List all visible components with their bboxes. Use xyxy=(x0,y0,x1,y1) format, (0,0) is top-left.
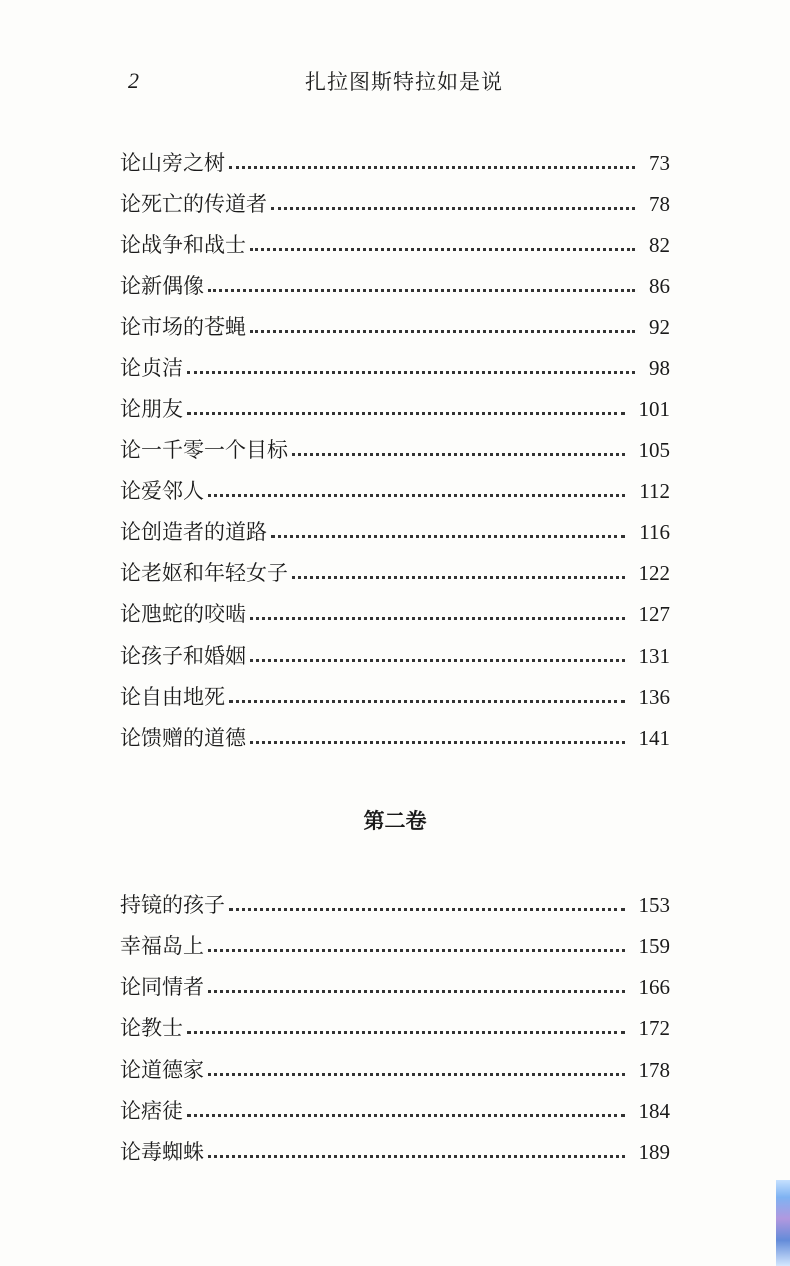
dot-leader xyxy=(271,207,635,210)
toc-entry-page: 105 xyxy=(638,438,670,462)
toc-entry xyxy=(120,718,670,752)
toc-entry-page: 159 xyxy=(638,934,670,958)
dot-leader xyxy=(292,453,625,456)
toc-entry-page: 166 xyxy=(638,975,670,999)
toc-entry-title: 论馈赠的道德 xyxy=(120,726,246,750)
dot-leader xyxy=(208,1073,625,1076)
toc-entry xyxy=(120,307,670,341)
toc-entry-title: 论山旁之树 xyxy=(120,151,225,175)
toc-entry xyxy=(120,1091,670,1125)
toc-entry xyxy=(120,266,670,300)
toc-entry-title: 论痞徒 xyxy=(120,1099,183,1123)
toc-entry-title: 论教士 xyxy=(120,1016,183,1040)
toc-entry-title: 论虺蛇的咬啮 xyxy=(120,602,246,626)
dot-leader xyxy=(208,949,625,952)
toc-entry-page: 189 xyxy=(638,1140,670,1164)
dot-leader xyxy=(250,741,625,744)
dot-leader xyxy=(250,617,625,620)
toc-entry xyxy=(120,553,670,587)
toc-entry-title: 论一千零一个目标 xyxy=(120,438,288,462)
dot-leader xyxy=(187,371,635,374)
toc-entry-title: 持镜的孩子 xyxy=(120,893,225,917)
toc-entry xyxy=(120,885,670,919)
dot-leader xyxy=(208,1155,625,1158)
toc-entry xyxy=(120,430,670,464)
toc-entry xyxy=(120,1132,670,1166)
toc-entry-title: 论贞洁 xyxy=(120,356,183,380)
dot-leader xyxy=(208,494,625,497)
toc-entry xyxy=(120,512,670,546)
dot-leader xyxy=(250,248,635,251)
toc-entry-title: 论毒蜘蛛 xyxy=(120,1140,204,1164)
dot-leader xyxy=(187,412,625,415)
toc-entry xyxy=(120,348,670,382)
toc-entry-page: 78 xyxy=(649,192,670,216)
dot-leader xyxy=(229,908,625,911)
scan-edge-stripe xyxy=(776,1180,790,1266)
toc-entry-page: 178 xyxy=(638,1058,670,1082)
toc-entry xyxy=(120,143,670,177)
toc-entry-title: 幸福岛上 xyxy=(120,934,204,958)
toc-entry-title: 论死亡的传道者 xyxy=(120,192,267,216)
toc-entry-page: 122 xyxy=(638,561,670,585)
toc-entry-page: 136 xyxy=(638,685,670,709)
dot-leader xyxy=(187,1031,625,1034)
toc-entry-title: 论战争和战士 xyxy=(120,233,246,257)
toc-entry xyxy=(120,471,670,505)
toc-entry xyxy=(120,677,670,711)
toc-entry-page: 153 xyxy=(638,893,670,917)
dot-leader xyxy=(292,576,625,579)
toc-entry-page: 116 xyxy=(639,520,670,544)
toc-entry xyxy=(120,594,670,628)
toc-entry-page: 127 xyxy=(638,602,670,626)
toc-entry-title: 论自由地死 xyxy=(120,685,225,709)
toc-entry-page: 172 xyxy=(638,1016,670,1040)
toc-entry-title: 论新偶像 xyxy=(120,274,204,298)
toc-entry-title: 论市场的苍蝇 xyxy=(120,315,246,339)
toc-entry-page: 112 xyxy=(639,479,670,503)
toc-entry-page: 82 xyxy=(649,233,670,257)
dot-leader xyxy=(208,990,625,993)
dot-leader xyxy=(229,700,625,703)
toc-entry xyxy=(120,389,670,423)
page-number: 2 xyxy=(128,68,139,93)
toc-entry-title: 论创造者的道路 xyxy=(120,520,267,544)
dot-leader xyxy=(187,1114,625,1117)
dot-leader xyxy=(250,330,635,333)
toc-entry xyxy=(120,1050,670,1084)
toc-entry-page: 101 xyxy=(638,397,670,421)
toc-entry-page: 73 xyxy=(649,151,670,175)
toc-entry-page: 98 xyxy=(649,356,670,380)
dot-leader xyxy=(229,166,635,169)
toc-entry-title: 论朋友 xyxy=(120,397,183,421)
toc-entry-title: 论道德家 xyxy=(120,1058,204,1082)
toc-entry-title: 论老妪和年轻女子 xyxy=(120,561,288,585)
toc-entry-page: 141 xyxy=(638,726,670,750)
toc-entry xyxy=(120,225,670,259)
toc-entry xyxy=(120,967,670,1001)
toc-entry-title: 论孩子和婚姻 xyxy=(120,644,246,668)
toc-entry-page: 131 xyxy=(638,644,670,668)
toc-entry xyxy=(120,926,670,960)
toc-entry-page: 92 xyxy=(649,315,670,339)
toc-entry-title: 论爱邻人 xyxy=(120,479,204,503)
running-title: 扎拉图斯特拉如是说 xyxy=(305,70,503,94)
toc-entry-page: 184 xyxy=(638,1099,670,1123)
dot-leader xyxy=(250,659,625,662)
toc-entry xyxy=(120,184,670,218)
toc-entry xyxy=(120,1008,670,1042)
toc-entry-title: 论同情者 xyxy=(120,975,204,999)
dot-leader xyxy=(208,289,635,292)
toc-entry xyxy=(120,636,670,670)
section-heading: 第二卷 xyxy=(363,809,427,833)
dot-leader xyxy=(271,535,625,538)
toc-entry-page: 86 xyxy=(649,274,670,298)
